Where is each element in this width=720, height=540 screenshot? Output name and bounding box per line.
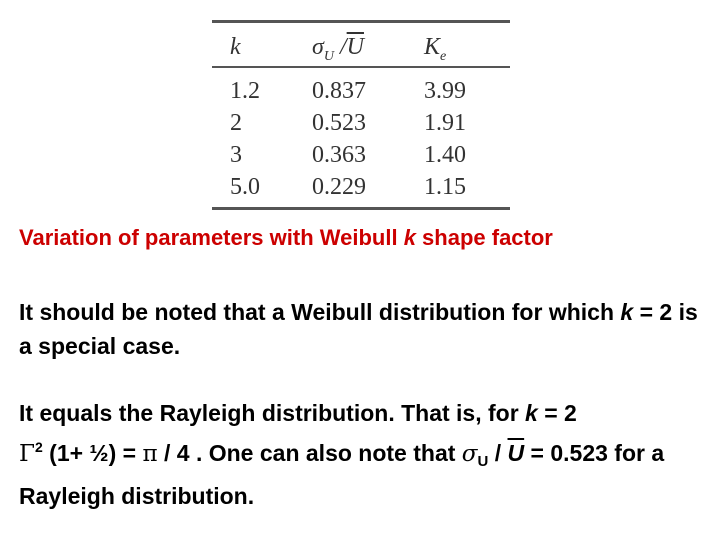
table-cell: 1.2 <box>230 78 260 104</box>
table-cell: 1.40 <box>424 142 466 168</box>
table-cell: 0.363 <box>312 142 366 168</box>
weibull-parameter-table <box>212 14 510 210</box>
table-cell: 5.0 <box>230 174 260 200</box>
table-bottom-rule <box>212 207 510 210</box>
header-sigma-over-ubar: $\sigma_U$ $/\overline{U}$ <box>312 34 364 64</box>
table-cell: 0.837 <box>312 78 366 104</box>
table-top-rule <box>212 20 510 23</box>
table-caption: Variation of parameters with Weibull k shape factor <box>19 225 553 250</box>
sigma-symbol: σ <box>461 441 478 467</box>
table-cell: 3 <box>230 142 242 168</box>
table-cell: 0.523 <box>312 110 366 136</box>
header-k: k <box>230 34 241 60</box>
header-ke: $K_e$ <box>424 34 447 64</box>
gamma-symbol: Γ <box>19 441 35 467</box>
table-cell: 1.15 <box>424 174 466 200</box>
table-cell: 3.99 <box>424 78 466 104</box>
pi-symbol: π <box>142 441 158 467</box>
paragraph-special-case: It should be noted that a Weibull distribution for which k = 2 is a special case. <box>19 299 698 359</box>
table-header-rule <box>212 66 510 68</box>
table-cell: 0.229 <box>312 174 366 200</box>
table-cell: 1.91 <box>424 110 466 136</box>
table-cell: 2 <box>230 110 242 136</box>
paragraph-rayleigh: It equals the Rayleigh distribution. That is, for k = 2 $\Gamma^2$ (1+ ½) = π / 4 . One can also note that $\sigma_U / \overline{U} = 0.523$ for a Rayleigh distribution. <box>19 400 665 509</box>
